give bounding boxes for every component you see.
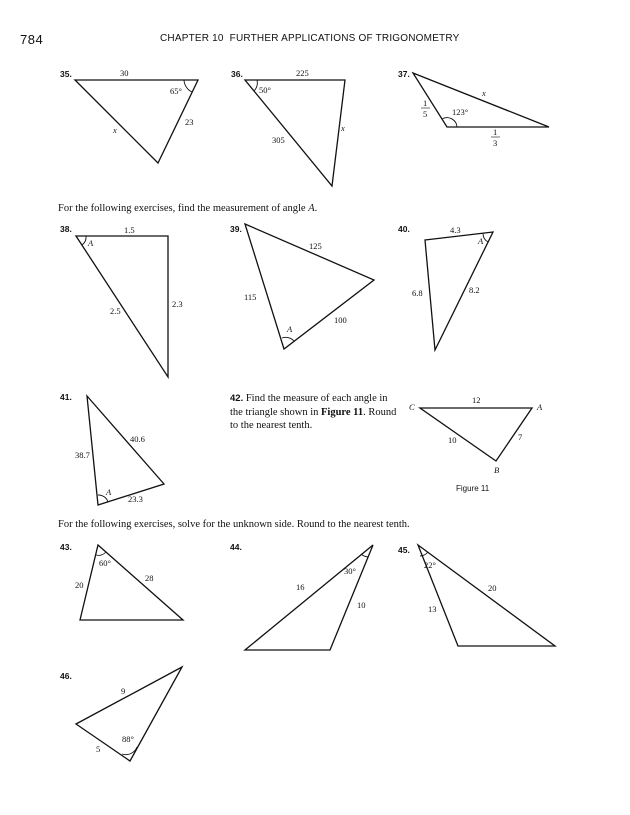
exercise-38-side-hyp: 2.5 — [110, 306, 121, 316]
figure-11-side-cb: 10 — [448, 435, 457, 445]
exercise-37-number: 37. — [398, 69, 410, 79]
exercise-43-triangle — [80, 545, 183, 620]
exercise-37-triangle — [413, 73, 549, 127]
exercise-46-triangle — [76, 667, 182, 761]
exercise-43-side-left: 20 — [75, 580, 84, 590]
exercise-46-side-bottom: 5 — [96, 744, 101, 754]
exercise-41-number: 41. — [60, 392, 72, 402]
figure-11-side-ca: 12 — [472, 395, 481, 405]
exercise-36-angle-arc — [254, 80, 257, 91]
exercise-44-side-left: 16 — [296, 582, 305, 592]
exercise-36 — [231, 68, 345, 186]
exercise-44 — [230, 542, 373, 650]
figure-11-vertex-a: A — [537, 402, 543, 412]
exercise-38-triangle — [76, 236, 168, 377]
figure-11-vertex-c: C — [409, 402, 415, 412]
figure-11 — [409, 395, 543, 475]
exercise-38-side-right: 2.3 — [172, 299, 183, 309]
exercise-42-number: 42. — [230, 393, 244, 404]
exercise-45-side-right: 20 — [488, 583, 497, 593]
exercise-36-unknown: x — [341, 123, 345, 133]
exercise-38 — [60, 224, 183, 377]
exercise-37-frac-bottom-den: 3 — [493, 138, 498, 148]
exercise-38-side-top: 1.5 — [124, 225, 135, 235]
exercise-41-side-left: 38.7 — [75, 450, 90, 460]
chapter-title: FURTHER APPLICATIONS OF TRIGONOMETRY — [229, 33, 460, 44]
exercise-36-triangle — [245, 80, 345, 186]
page-number: 784 — [20, 32, 44, 47]
exercise-37-angle: 123° — [452, 107, 469, 117]
exercise-41-triangle — [87, 396, 164, 505]
exercise-36-angle: 50° — [259, 85, 271, 95]
exercise-39-number: 39. — [230, 224, 242, 234]
exercise-40-angle-arc — [483, 233, 488, 242]
exercise-45-side-left: 13 — [428, 604, 437, 614]
exercise-46-angle: 88° — [122, 734, 134, 744]
exercise-40 — [398, 224, 493, 350]
exercise-42-text-b: . Round to the nearest tenth. — [230, 406, 397, 431]
figure-11-triangle — [420, 408, 532, 461]
exercise-43-angle-arc — [96, 552, 106, 555]
exercise-43-angle: 60° — [99, 558, 111, 568]
exercise-37-frac-left-den: 5 — [423, 109, 428, 119]
instruction-solve-side: For the following exercises, solve for the unknown side. Round to the nearest tenth. — [58, 519, 410, 530]
exercise-45-triangle — [418, 545, 555, 646]
exercise-45-number: 45. — [398, 545, 410, 555]
exercise-41-angle-label: A — [106, 487, 112, 497]
exercise-39 — [230, 224, 374, 349]
exercise-38-angle-label: A — [88, 238, 94, 248]
exercise-37-frac-left-num: 1 — [423, 98, 428, 108]
exercise-42-text-a: Find the measure of each angle in the triangle shown in — [230, 393, 388, 418]
exercise-41-side-right: 40.6 — [130, 434, 145, 444]
figure-11-caption: Figure 11 — [456, 484, 490, 493]
exercise-38-angle-arc — [82, 236, 86, 245]
exercise-36-side-left: 305 — [272, 135, 285, 145]
exercise-36-number: 36. — [231, 69, 243, 79]
exercise-37 — [398, 69, 549, 148]
exercise-35 — [60, 68, 198, 163]
exercise-44-angle: 30° — [344, 566, 356, 576]
exercise-35-unknown: x — [113, 125, 117, 135]
chapter-label: CHAPTER 10 — [160, 33, 224, 44]
exercise-45-angle: 22° — [424, 560, 436, 570]
figure-11-vertex-b: B — [494, 465, 500, 475]
instruction-find-angle-end: . — [314, 203, 318, 214]
figure-11-side-ab: 7 — [518, 432, 523, 442]
exercise-43 — [60, 542, 183, 620]
exercise-37-frac-bottom-num: 1 — [493, 127, 498, 137]
instruction-find-angle-var: A — [308, 203, 315, 214]
exercise-38-number: 38. — [60, 224, 72, 234]
exercise-42-figure-ref: Figure 11 — [320, 406, 364, 418]
exercise-43-side-right: 28 — [145, 573, 154, 583]
exercise-35-side-top: 30 — [120, 68, 129, 78]
exercise-46-side-top: 9 — [121, 686, 126, 696]
exercise-39-side-left: 115 — [244, 292, 257, 302]
exercise-41 — [60, 392, 164, 505]
exercise-35-number: 35. — [60, 69, 72, 79]
exercise-44-side-right: 10 — [357, 600, 366, 610]
exercise-36-side-top: 225 — [296, 68, 309, 78]
exercise-35-side-right: 23 — [185, 117, 194, 127]
exercise-44-triangle — [245, 545, 373, 650]
exercise-39-angle-arc — [282, 337, 294, 341]
exercise-39-side-right: 100 — [334, 315, 347, 325]
exercise-40-triangle — [425, 232, 493, 350]
instruction-find-angle-text: For the following exercises, find the measurement of angle — [58, 203, 309, 214]
exercise-46 — [60, 667, 182, 761]
exercise-35-angle: 65° — [170, 86, 182, 96]
exercise-43-number: 43. — [60, 542, 72, 552]
exercise-44-angle-arc — [361, 554, 368, 557]
exercise-35-angle-arc — [184, 80, 192, 92]
exercise-41-side-bottom: 23.3 — [128, 494, 143, 504]
exercise-40-number: 40. — [398, 224, 410, 234]
exercise-44-number: 44. — [230, 542, 242, 552]
exercise-39-angle-label: A — [287, 324, 293, 334]
exercise-37-unknown: x — [482, 88, 486, 98]
exercise-45 — [398, 545, 555, 646]
exercise-40-side-left: 6.8 — [412, 288, 423, 298]
exercise-40-side-right: 8.2 — [469, 285, 480, 295]
exercise-39-side-top: 125 — [309, 241, 322, 251]
exercise-46-number: 46. — [60, 671, 72, 681]
exercise-40-angle-label: A — [478, 236, 484, 246]
exercise-40-side-top: 4.3 — [450, 225, 461, 235]
